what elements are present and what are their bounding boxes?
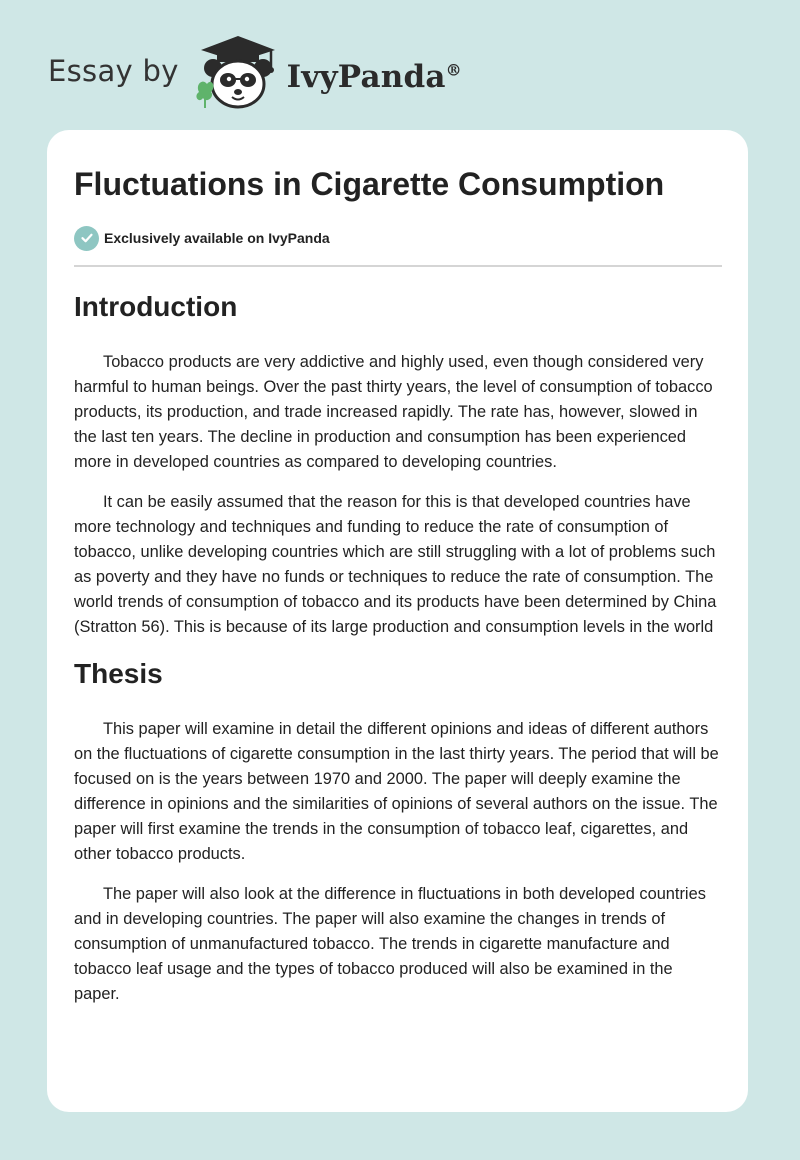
section-heading: Introduction xyxy=(74,291,238,322)
paragraph: Tobacco products are very addictive and highly used, even though considered very harmful to human beings. Over the past thirty years, the level of consumption of tobacco products, its production, and trade increased rapidly. The rate has, however, slowed in the last ten years. The decline in production and consumption has been experienced more in developed countries as compared to developing countries. xyxy=(74,353,713,471)
brand-name[interactable] xyxy=(287,59,462,95)
divider xyxy=(74,265,722,267)
exclusive-badge xyxy=(74,224,722,252)
panda-graduate-icon[interactable] xyxy=(193,34,283,114)
check-circle-icon xyxy=(74,226,99,251)
page-title: Fluctuations in Cigarette Consumption xyxy=(74,166,665,202)
badge-text: Exclusively available on IvyPanda xyxy=(104,230,330,246)
paragraph: It can be easily assumed that the reason for this is that developed countries have more technology and techniques and funding to reduce the rate of consumption of tobacco, unlike developing countries which are still struggling with a lot of problems such as poverty and they have no funds or techniques to reduce the rate of consumption. The world trends of consumption of tobacco and its products have been determined by China (Stratton 56). This is because of its large production and consumption levels in the world xyxy=(74,493,717,636)
paragraph: This paper will examine in detail the different opinions and ideas of different authors on the fluctuations of cigarette consumption in the last thirty years. The period that will be focused on is the years between 1970 and 2000. The paper will deeply examine the difference in opinions and the similarities of opinions of several authors on the issue. The paper will first examine the trends in the consumption of tobacco leaf, cigarettes, and other tobacco products. xyxy=(74,720,719,863)
site-header xyxy=(48,34,462,114)
brand-prefix: Essay by xyxy=(48,54,179,88)
section-heading: Thesis xyxy=(74,658,163,689)
registered-mark: ® xyxy=(445,60,462,80)
section-introduction xyxy=(74,290,722,640)
brand-name-text: IvyPanda xyxy=(286,59,446,95)
section-thesis xyxy=(74,657,722,1007)
paragraph: The paper will also look at the difference in fluctuations in both developed countries and in developing countries. The paper will also examine the changes in trends of consumption of unmanufactured tobacco. The trends in cigarette manufacture and tobacco leaf usage and the types of tobacco produced will also be examined in the paper. xyxy=(74,885,706,1003)
essay-card xyxy=(47,130,748,1112)
